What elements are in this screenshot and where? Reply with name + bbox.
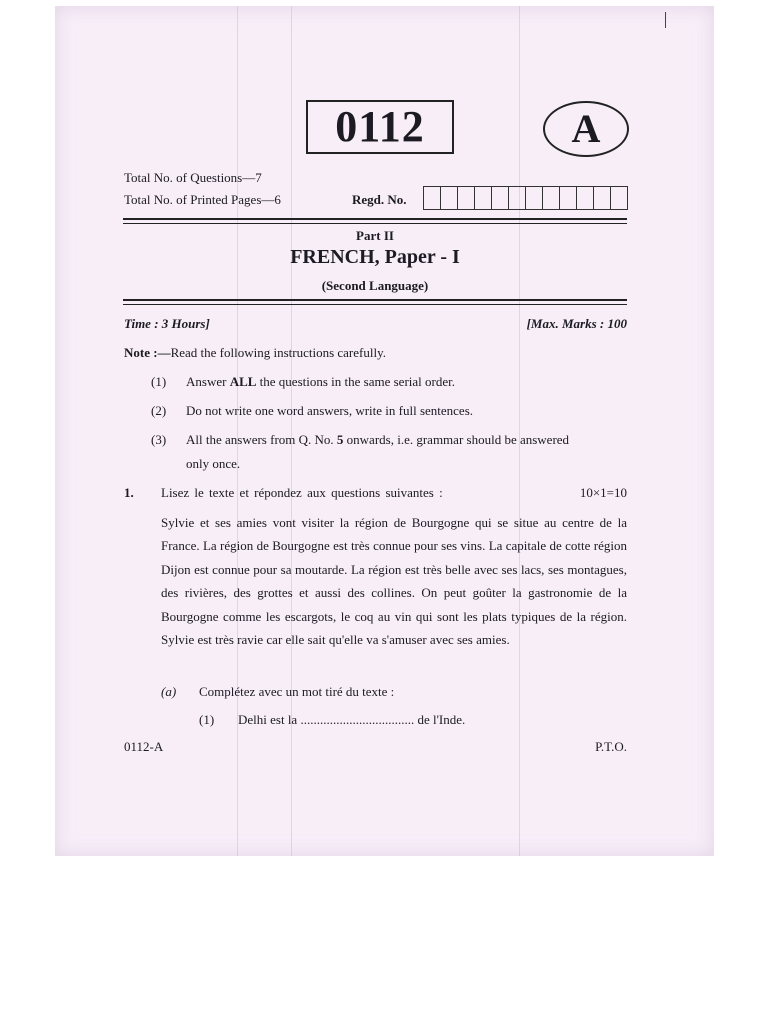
footer-pto: P.T.O.: [595, 739, 627, 754]
reading-passage: Sylvie et ses amies vont visiter la région de Bourgogne qui se situe au centre de la France. La région de Bourgogne est très connue pour ses vins. La capitale de cotte région Dijon est connue pour sa moutarde. La région est très belle avec ses lacs, ses montagues, des rivières, des grottes et aussi des collines. On peut goûter la gastronomie de la Bourgogne comme les escargots, le coq au vin qui sont les plats typiques de la région. Sylvie est très ravie car elle sait qu'elle va s'amuser avec ses amies.: [161, 515, 627, 648]
set-code: A: [543, 101, 629, 157]
note-text: Read the following instructions carefully.: [170, 345, 386, 360]
header-rule: [123, 299, 627, 301]
footer-code: 0112-A: [124, 739, 164, 754]
sub-question-text: Complétez avec un mot tiré du texte :: [199, 684, 395, 699]
corner-mark: [665, 12, 666, 28]
header-rule: [123, 304, 627, 305]
sub-item-num: (1): [199, 712, 215, 727]
fold-line: [237, 6, 238, 856]
question-instruction: Lisez le texte et répondez aux questions suivantes :: [161, 485, 443, 500]
fold-line: [291, 6, 292, 856]
paper-code: 0112: [306, 100, 454, 154]
note-item: Do not write one word answers, write in full sentences.: [186, 403, 474, 418]
note-label: Note :—: [124, 345, 171, 360]
total-questions: Total No. of Questions—7: [124, 170, 262, 185]
regd-label: Regd. No.: [352, 192, 407, 207]
header-rule: [123, 218, 627, 220]
regd-number-boxes: [423, 186, 628, 210]
question-number: 1.: [124, 485, 134, 500]
note-item-num: (2): [151, 403, 167, 418]
time-label: Time : 3 Hours]: [124, 316, 210, 331]
sub-item-text: Delhi est la ................................... de l'Inde.: [238, 712, 466, 727]
note-line: [124, 345, 386, 361]
note-item: Answer ALL the questions in the same serial order.: [186, 374, 455, 389]
note-item-continued: only once.: [186, 456, 241, 471]
sub-question-label: (a): [161, 684, 177, 699]
printed-pages: Total No. of Printed Pages—6: [124, 192, 281, 207]
language-subtitle: (Second Language): [321, 278, 429, 293]
part-title: Part II: [356, 228, 394, 243]
fold-line: [519, 6, 520, 856]
note-item-num: (3): [151, 432, 167, 447]
subject-title: FRENCH, Paper - I: [290, 246, 460, 268]
note-item-num: (1): [151, 374, 167, 389]
max-marks: [Max. Marks : 100: [526, 316, 627, 331]
question-marks: 10×1=10: [579, 485, 627, 500]
header-rule: [123, 223, 627, 224]
note-item: All the answers from Q. No. 5 onwards, i.e. grammar should be answered: [186, 432, 570, 447]
